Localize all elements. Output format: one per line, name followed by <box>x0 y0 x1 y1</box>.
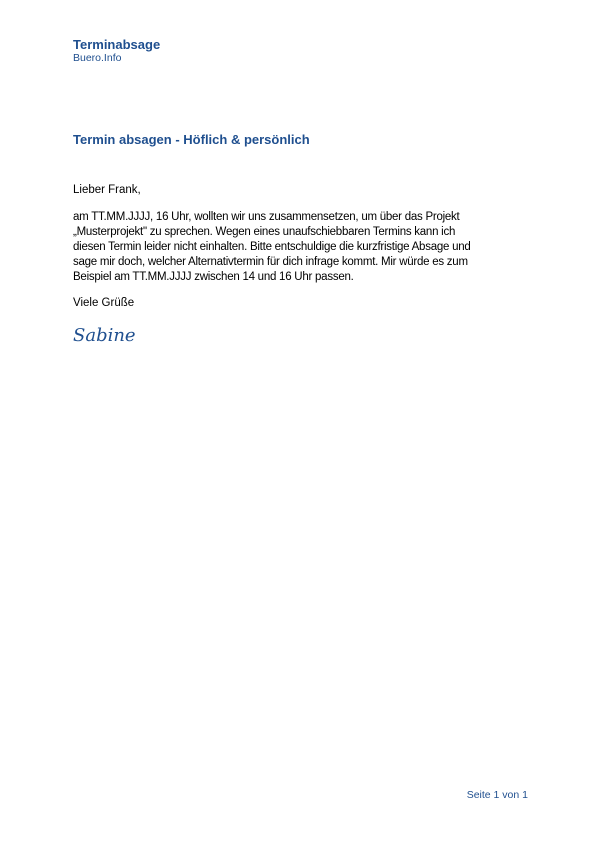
page-number: Seite 1 von 1 <box>466 789 528 801</box>
header-subtitle: Buero.Info <box>73 52 122 64</box>
body-line: sage mir doch, welcher Alternativtermin für dich infrage kommt. Mir würde es zum <box>73 256 468 268</box>
page-header <box>73 37 160 64</box>
body-line: am TT.MM.JJJJ, 16 Uhr, wollten wir uns zusammensetzen, um über das Projekt <box>73 211 460 223</box>
body-line: diesen Termin leider nicht einhalten. Bitte entschuldige die kurzfristige Absage und <box>73 241 471 253</box>
letter-body <box>73 210 533 285</box>
signature: Sabine <box>73 325 136 346</box>
salutation: Lieber Frank, <box>73 184 141 196</box>
header-title: Terminabsage <box>73 37 161 52</box>
document-title: Termin absagen - Höflich & persönlich <box>73 132 310 147</box>
closing: Viele Grüße <box>73 297 135 309</box>
body-line: Beispiel am TT.MM.JJJJ zwischen 14 und 16 Uhr passen. <box>73 271 354 283</box>
body-line: „Musterprojekt" zu sprechen. Wegen eines unaufschiebbaren Termins kann ich <box>73 226 456 238</box>
